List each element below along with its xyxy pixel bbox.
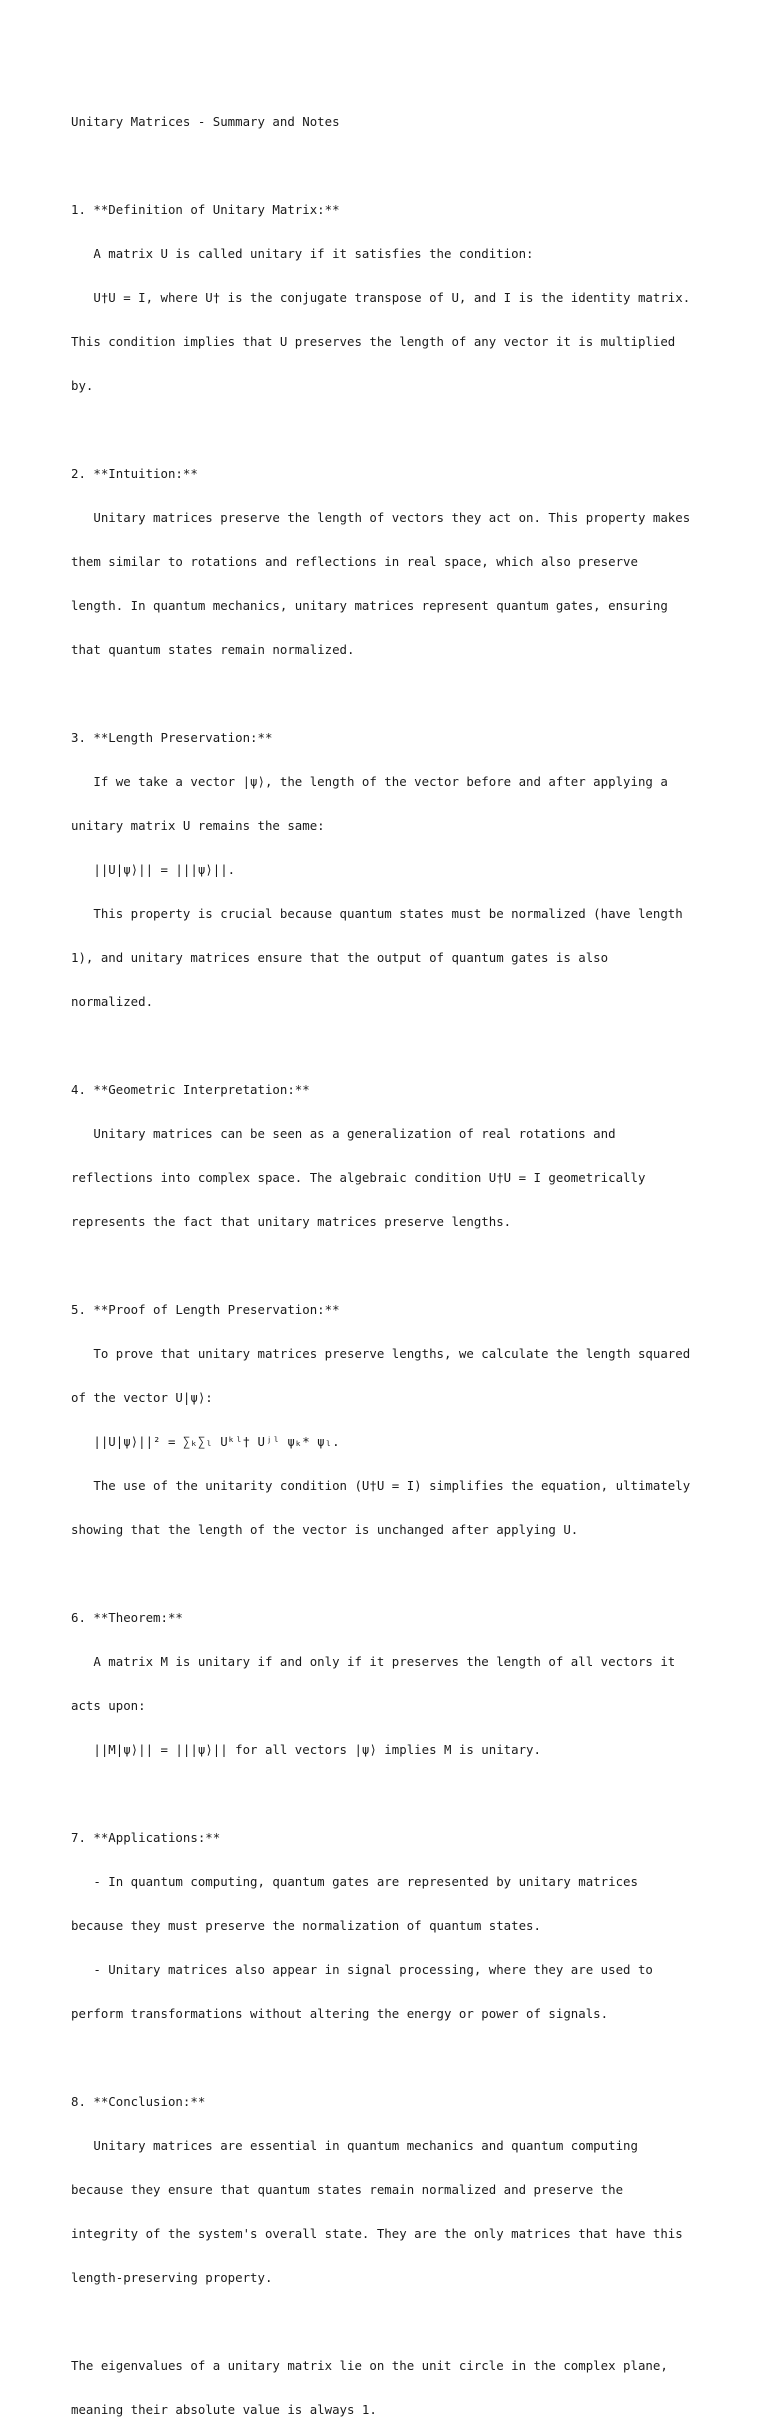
blank-line [71, 1567, 711, 1582]
text-line: U†U = I, where U† is the conjugate transpose of U, and I is the identity matrix. [71, 290, 691, 306]
section-heading: 4. **Geometric Interpretation:** [71, 1082, 310, 1098]
text-line: length. In quantum mechanics, unitary matrices represent quantum gates, ensuring [71, 598, 668, 614]
text-line: because they ensure that quantum states remain normalized and preserve the [71, 2182, 624, 2198]
blank-line [71, 159, 711, 174]
text-line: 1), and unitary matrices ensure that the output of quantum gates is also [71, 950, 609, 966]
text-line: them similar to rotations and reflections in real space, which also preserve [71, 554, 638, 570]
blank-line [71, 1787, 711, 1802]
section-heading: 6. **Theorem:** [71, 1610, 183, 1626]
text-line: showing that the length of the vector is unchanged after applying U. [71, 1522, 579, 1538]
text-line: The use of the unitarity condition (U†U = I) simplifies the equation, ultimately [71, 1478, 691, 1494]
text-line: - In quantum computing, quantum gates are represented by unitary matrices [71, 1874, 638, 1890]
blank-line [71, 2315, 711, 2330]
text-line: acts upon: [71, 1698, 146, 1714]
text-line: If we take a vector |ψ⟩, the length of the vector before and after applying a [71, 774, 668, 790]
text-line: A matrix U is called unitary if it satisfies the condition: [71, 246, 534, 262]
text-line: integrity of the system's overall state. They are the only matrices that have this [71, 2226, 683, 2242]
text-line: This condition implies that U preserves the length of any vector it is multiplied [71, 334, 676, 350]
text-line: meaning their absolute value is always 1. [71, 2402, 377, 2418]
section-heading: 7. **Applications:** [71, 1830, 221, 1846]
blank-line [71, 1259, 711, 1274]
text-line: A matrix M is unitary if and only if it preserves the length of all vectors it [71, 1654, 676, 1670]
text-line: length-preserving property. [71, 2270, 273, 2286]
text-line: by. [71, 378, 94, 394]
text-line: - Unitary matrices also appear in signal processing, where they are used to [71, 1962, 653, 1978]
section-heading: 5. **Proof of Length Preservation:** [71, 1302, 340, 1318]
text-line: represents the fact that unitary matrices preserve lengths. [71, 1214, 512, 1230]
text-line: that quantum states remain normalized. [71, 642, 355, 658]
text-line: Unitary matrices are essential in quantum mechanics and quantum computing [71, 2138, 638, 2154]
document-title: Unitary Matrices - Summary and Notes [71, 114, 340, 130]
text-line: Unitary matrices can be seen as a generalization of real rotations and [71, 1126, 616, 1142]
document-body [71, 86, 711, 2433]
blank-line [71, 687, 711, 702]
section-heading: 3. **Length Preservation:** [71, 730, 273, 746]
blank-line [71, 423, 711, 438]
text-line: unitary matrix U remains the same: [71, 818, 325, 834]
text-line: The eigenvalues of a unitary matrix lie on the unit circle in the complex plane, [71, 2358, 668, 2374]
text-line: Unitary matrices preserve the length of vectors they act on. This property makes [71, 510, 691, 526]
text-line: because they must preserve the normalization of quantum states. [71, 1918, 541, 1934]
blank-line [71, 1039, 711, 1054]
text-line: reflections into complex space. The algebraic condition U†U = I geometrically [71, 1170, 646, 1186]
section-heading: 1. **Definition of Unitary Matrix:** [71, 202, 340, 218]
equation-line: ||U|ψ⟩|| = |||ψ⟩||. [71, 862, 236, 878]
text-line: This property is crucial because quantum states must be normalized (have length [71, 906, 683, 922]
text-line: To prove that unitary matrices preserve lengths, we calculate the length squared [71, 1346, 691, 1362]
equation-line: ||M|ψ⟩|| = |||ψ⟩|| for all vectors |ψ⟩ implies M is unitary. [71, 1742, 541, 1758]
text-line: normalized. [71, 994, 154, 1010]
text-line: perform transformations without altering the energy or power of signals. [71, 2006, 609, 2022]
section-heading: 2. **Intuition:** [71, 466, 198, 482]
blank-line [71, 2051, 711, 2066]
text-line: of the vector U|ψ⟩: [71, 1390, 213, 1406]
equation-line: ||U|ψ⟩||² = ∑ₖ∑ₗ Uᵏˡ† Uʲˡ ψₖ* ψₗ. [71, 1434, 340, 1450]
section-heading: 8. **Conclusion:** [71, 2094, 206, 2110]
